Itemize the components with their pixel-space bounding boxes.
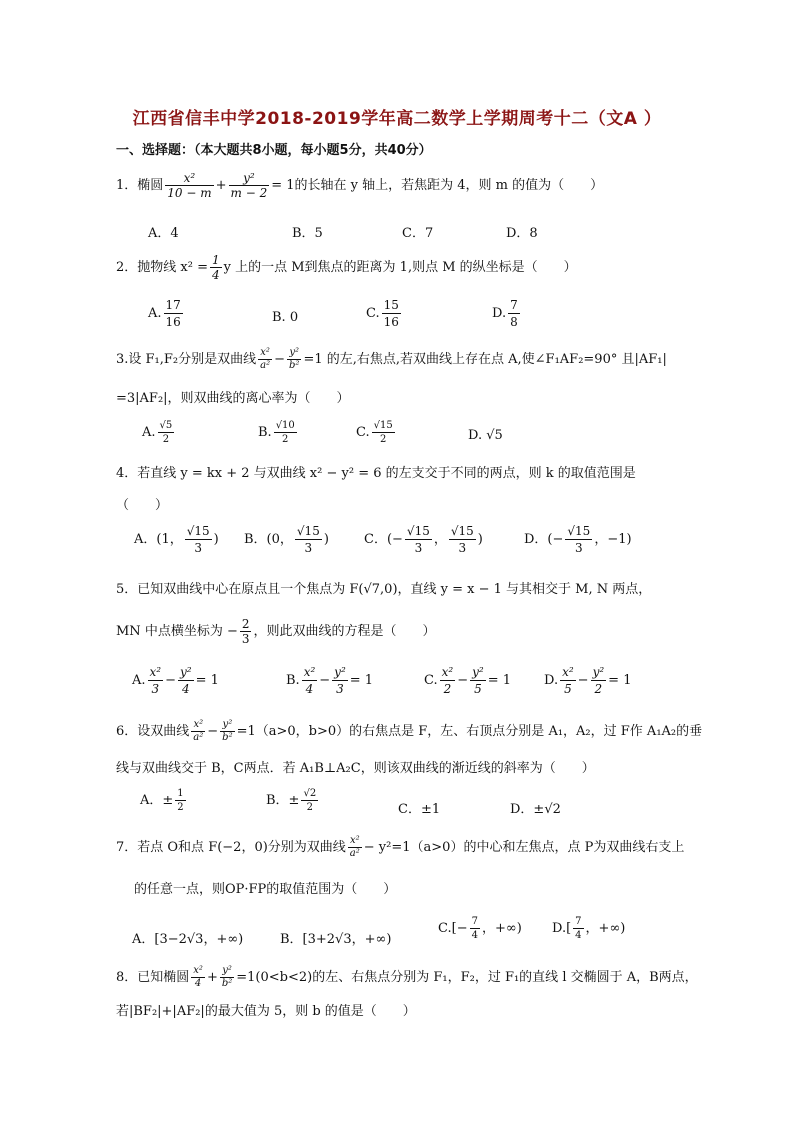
question-4-line-2: （ ）: [116, 498, 169, 513]
q1-option-b[interactable]: B．5: [292, 226, 323, 241]
q5-option-d[interactable]: D. $\frac{\text{x²}}{5}$ − $\frac{\text{y²}}{2}$ = 1: [544, 665, 632, 696]
q6-option-d[interactable]: D．±√2: [510, 802, 561, 817]
q2-option-d[interactable]: D. $\frac{7}{8}$: [492, 298, 518, 329]
q1-fraction-2: $\frac{\text{y²}}{m - 2}$: [230, 171, 268, 200]
q5-option-a[interactable]: A. $\frac{\text{x²}}{3}$ − $\frac{\text{y²}}{4}$ = 1: [132, 665, 219, 696]
q3-option-a[interactable]: A. $\frac{√5}{2}$: [142, 420, 173, 445]
q4-option-d[interactable]: D．(− $\frac{√15}{3}$ ，−1): [524, 524, 632, 555]
q2-option-b[interactable]: B. 0: [272, 310, 299, 325]
q5-fraction: $\frac{2}{3}$: [241, 617, 250, 646]
q6-option-b[interactable]: B．± $\frac{√2}{2}$: [266, 788, 317, 813]
section-heading: 一、选择题：（本大题共8小题，每小题5分，共40分）: [116, 143, 432, 158]
question-5: 5．已知双曲线中心在原点且一个焦点为 F(√7,0)，直线 y = x − 1 与其相交于 M, N 两点，: [116, 582, 652, 597]
question-3: 3.设 F₁,F₂分别是双曲线 $\frac{\text{x²}}{\text{a²}}$ − $\frac{\text{y²}}{\text{b²}}$ =1 的左,右焦点,若双曲线上存在点 A,使∠F₁AF₂=90° 且|AF₁|: [116, 347, 667, 371]
q6-option-a[interactable]: A．± $\frac{1}{2}$: [140, 788, 184, 813]
q3-fraction-2: $\frac{\text{y²}}{\text{b²}}$: [289, 347, 300, 371]
question-7: 7．若点 O和点 F(−2，0)分别为双曲线 $\frac{\text{x²}}{\text{a²}}$ − y²=1（a>0）的中心和左焦点，点 P为双曲线右支上: [116, 835, 685, 859]
q7-option-a[interactable]: A．[3−2√3，+∞): [132, 932, 244, 947]
page-title: 江西省信丰中学2018-2019学年高二数学上学期周考十二（文A ）: [132, 109, 662, 129]
question-6-line-2: 线与双曲线交于 B，C两点．若 A₁B⊥A₂C，则该双曲线的渐近线的斜率为（ ）: [116, 761, 595, 776]
q4-option-a[interactable]: A．(1， $\frac{√15}{3}$ ): [134, 524, 219, 555]
q3-option-d[interactable]: D. √5: [468, 428, 503, 443]
q2-option-c[interactable]: C. $\frac{15}{16}$: [366, 298, 399, 329]
question-3-line-2: =3|AF₂|，则双曲线的离心率为（ ）: [116, 391, 350, 406]
q7-option-d[interactable]: D.[ $\frac{7}{4}$ ，+∞): [552, 916, 626, 941]
q3-option-c[interactable]: C. $\frac{√15}{2}$: [356, 420, 393, 445]
q3-option-b[interactable]: B. $\frac{√10}{2}$: [258, 420, 295, 445]
q5-option-b[interactable]: B. $\frac{\text{x²}}{4}$ − $\frac{\text{y²}}{3}$ = 1: [286, 665, 374, 696]
question-5-line-2: MN 中点横坐标为 − $\frac{2}{3}$ ，则此双曲线的方程是（ ）: [116, 617, 436, 646]
q3-fraction-1: $\frac{\text{x²}}{\text{a²}}$: [260, 347, 271, 371]
q1-prefix: 1．椭圆: [116, 178, 164, 193]
q1-option-c[interactable]: C．7: [402, 226, 434, 241]
question-6: 6．设双曲线 $\frac{\text{x²}}{\text{a²}}$ − $\frac{\text{y²}}{\text{b²}}$ =1（a>0，b>0）的右焦点是 F，左、右顶点分别是 A₁，A₂，过 F作 A₁A₂的垂: [116, 719, 703, 743]
q2-option-a[interactable]: A. $\frac{17}{16}$: [148, 298, 181, 329]
question-4: 4．若直线 y = kx + 2 与双曲线 x² − y² = 6 的左支交于不同的两点，则 k 的取值范围是: [116, 466, 636, 481]
q7-option-c[interactable]: C.[− $\frac{7}{4}$ ，+∞): [438, 916, 522, 941]
question-8-line-2: 若|BF₂|+|AF₂|的最大值为 5，则 b 的值是（ ）: [116, 1004, 416, 1019]
q7-option-b[interactable]: B．[3+2√3，+∞): [280, 932, 392, 947]
question-2: 2．抛物线 x² = $\frac{1}{4}$ y 上的一点 M到焦点的距离为 1,则点 M 的纵坐标是（ ）: [116, 253, 577, 282]
q6-option-c[interactable]: C．±1: [398, 802, 441, 817]
q4-option-c[interactable]: C．(− $\frac{√15}{3}$ ， $\frac{√15}{3}$ ): [364, 524, 483, 555]
q1-option-a[interactable]: A．4: [148, 226, 179, 241]
q2-fraction: $\frac{1}{4}$: [211, 253, 220, 282]
q4-option-b[interactable]: B．(0， $\frac{√15}{3}$ ): [244, 524, 329, 555]
q1-fraction-1: $\frac{\text{x²}}{10 - m}$: [167, 171, 212, 200]
question-8: 8．已知椭圆 $\frac{\text{x²}}{4}$ + $\frac{\text{y²}}{\text{b²}}$ =1(0<b<2)的左、右焦点分别为 F₁，F₂，过 F₁的直线 l 交椭圆于 A，B两点，: [116, 965, 698, 989]
q1-suffix: = 1的长轴在 y 轴上，若焦距为 4，则 m 的值为（ ）: [271, 178, 604, 193]
q1-option-d[interactable]: D．8: [506, 226, 538, 241]
question-7-line-2: 的任意一点，则OP·FP的取值范围为（ ）: [134, 882, 397, 897]
q5-option-c[interactable]: C. $\frac{\text{x²}}{2}$ − $\frac{\text{y²}}{5}$ = 1: [424, 665, 511, 696]
question-1: 1．椭圆 $\frac{\text{x²}}{10 - m}$ + $\frac{\text{y²}}{m - 2}$ = 1的长轴在 y 轴上，若焦距为 4，则 m 的值为（ ）: [116, 171, 604, 200]
